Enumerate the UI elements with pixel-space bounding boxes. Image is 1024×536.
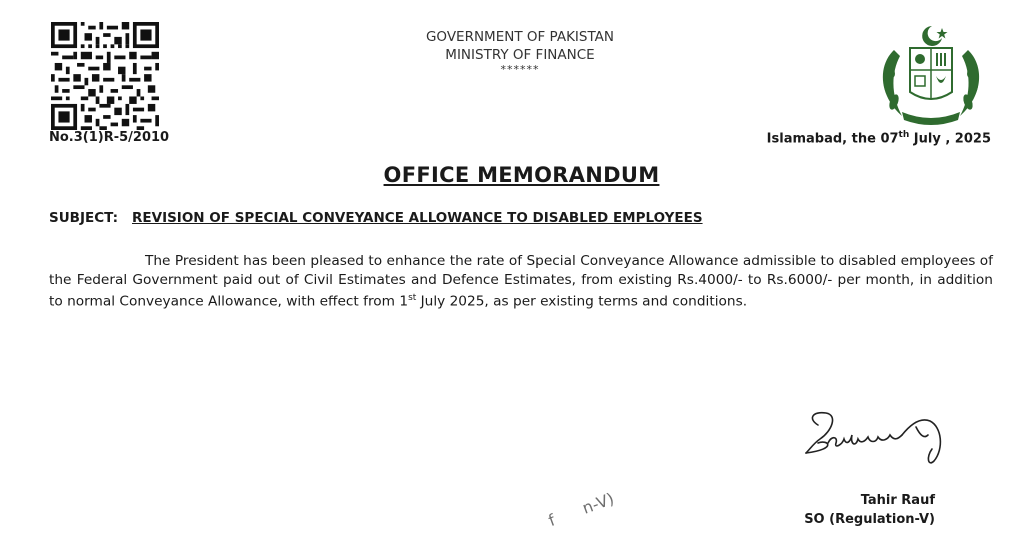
document-title: OFFICE MEMORANDUM: [383, 163, 660, 187]
watermark-text: f n-V): [545, 488, 617, 531]
letterhead: [320, 28, 720, 76]
issue-date: Islamabad, the 07th July , 2025: [766, 130, 991, 147]
subject-label: SUBJECT:: [49, 210, 118, 226]
header-stars: ******: [500, 63, 540, 76]
signatory-designation: SO (Regulation-V): [804, 512, 935, 527]
ministry-name: MINISTRY OF FINANCE: [445, 47, 595, 63]
memo-body: The President has been pleased to enhance the rate of Special Conveyance Allowance admissible to disabled employees of the Federal Government paid out of Civil Estimates and Defence Estimates, from existing Rs.4000/- to Rs.6000/- per month, in addition to normal Conveyance Allowance, with effect from 1st July 2025, as per existing terms and conditions.: [49, 253, 993, 310]
government-name: GOVERNMENT OF PAKISTAN: [425, 29, 615, 45]
qr-code: [51, 22, 159, 130]
signature-image: [798, 405, 958, 473]
state-emblem-icon: [872, 20, 990, 128]
subject-text: REVISION OF SPECIAL CONVEYANCE ALLOWANCE TO DISABLED EMPLOYEES: [132, 210, 703, 226]
reference-number: No.3(1)R-5/2010: [49, 130, 170, 145]
signatory-name: Tahir Rauf: [860, 493, 935, 508]
subject-line: [49, 210, 703, 226]
